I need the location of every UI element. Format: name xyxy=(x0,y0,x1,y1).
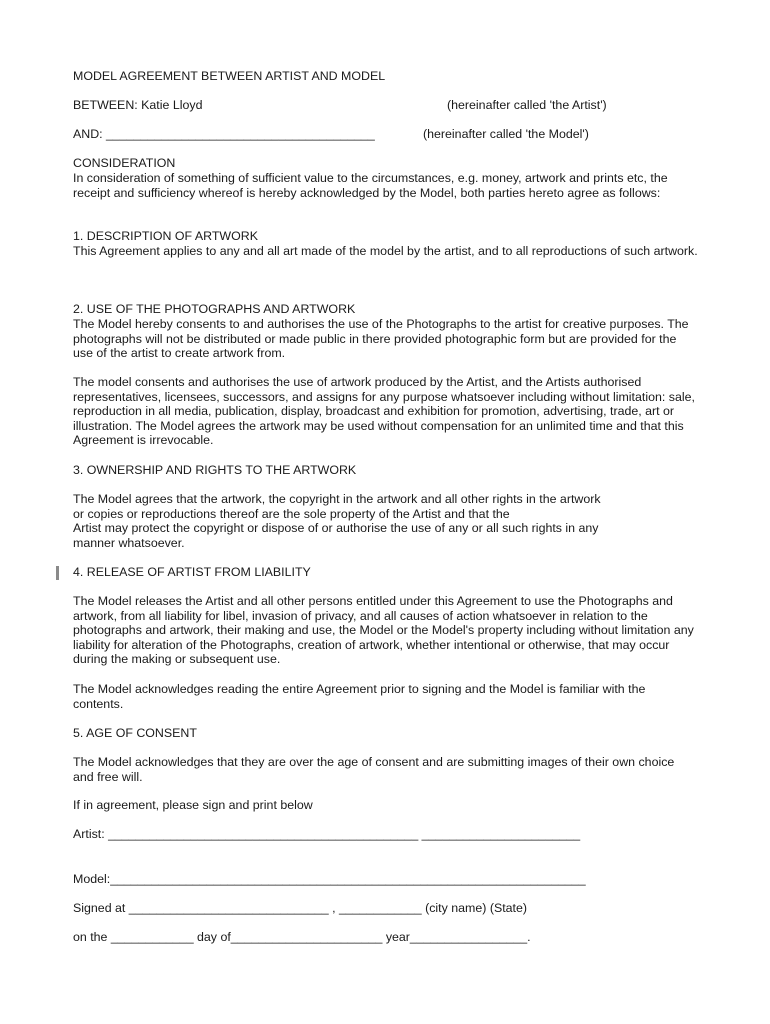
section-4-body-2: The Model acknowledges reading the entire Agreement prior to signing and the Model is familiar with the contents. xyxy=(73,682,646,711)
model-signature-line[interactable]: Model:_____________________________________________________________________ xyxy=(73,872,586,886)
signed-at-line[interactable]: Signed at _____________________________ , ____________ (city name) (State) xyxy=(73,901,528,915)
section-1-body: This Agreement applies to any and all art made of the model by the artist, and to all reproductions of such artwork. xyxy=(73,244,698,258)
section-3-body-line-4: manner whatsoever. xyxy=(73,536,185,550)
section-1-heading: 1. DESCRIPTION OF ARTWORK xyxy=(73,229,258,243)
section-4-heading: 4. RELEASE OF ARTIST FROM LIABILITY xyxy=(73,565,311,579)
artist-signature-line[interactable]: Artist: _____________________________________________ _______________________ xyxy=(73,827,581,841)
artist-designation: (hereinafter called 'the Artist') xyxy=(447,98,607,112)
between-artist-label: BETWEEN: Katie Lloyd xyxy=(73,98,203,112)
consideration-heading: CONSIDERATION xyxy=(73,156,176,170)
document-title: MODEL AGREEMENT BETWEEN ARTIST AND MODEL xyxy=(73,69,386,83)
section-2-heading: 2. USE OF THE PHOTOGRAPHS AND ARTWORK xyxy=(73,302,356,316)
section-5-heading: 5. AGE OF CONSENT xyxy=(73,726,197,740)
section-3-body-line-3: Artist may protect the copyright or dispose of or authorise the use of any or all such rights in any xyxy=(73,521,599,535)
model-designation: (hereinafter called 'the Model') xyxy=(423,127,589,141)
section-2-body-1: The Model hereby consents to and authorises the use of the Photographs to the artist for creative purposes. The photographs will not be distributed or made public in there provided photographic form but are provided for the use of the artist to create artwork from. xyxy=(73,317,689,361)
section-3-body-line-1: The Model agrees that the artwork, the copyright in the artwork and all other rights in the artwork xyxy=(73,492,601,506)
consideration-body: In consideration of something of sufficient value to the circumstances, e.g. money, artwork and prints etc, the receipt and sufficiency whereof is hereby acknowledged by the Model, both parties hereto agree as follows: xyxy=(73,171,668,200)
sign-prompt: If in agreement, please sign and print below xyxy=(73,798,313,812)
date-line[interactable]: on the ____________ day of______________________ year_________________. xyxy=(73,930,531,944)
margin-change-bar xyxy=(56,566,59,580)
section-3-heading: 3. OWNERSHIP AND RIGHTS TO THE ARTWORK xyxy=(73,463,357,477)
section-2-body-2: The model consents and authorises the use of artwork produced by the Artist, and the Artists authorised representatives, licensees, successors, and assigns for any purpose whatsoever including without limitation: sale, reproduction in all media, publication, display, broadcast and exhibition for promotion, advertising, trade, art or illustration. The Model agrees the artwork may be used without compensation for an unlimited time and that this Agreement is irrevocable. xyxy=(73,375,695,448)
and-model-label: AND: _______________________________________ xyxy=(73,127,375,141)
section-3-body-line-2: or copies or reproductions thereof are the sole property of the Artist and that the xyxy=(73,507,510,521)
section-5-body: The Model acknowledges that they are over the age of consent and are submitting images of their own choice and free will. xyxy=(73,755,675,784)
section-4-body-1: The Model releases the Artist and all other persons entitled under this Agreement to use the Photographs and artwork, from all liability for libel, invasion of privacy, and all causes of action whatsoever in relation to the photographs and artwork, their making and use, the Model or the Model's property including without limitation any liability for alteration of the Photographs, creation of artwork, whether intentional or otherwise, that may occur during the making or subsequent use. xyxy=(73,594,694,667)
